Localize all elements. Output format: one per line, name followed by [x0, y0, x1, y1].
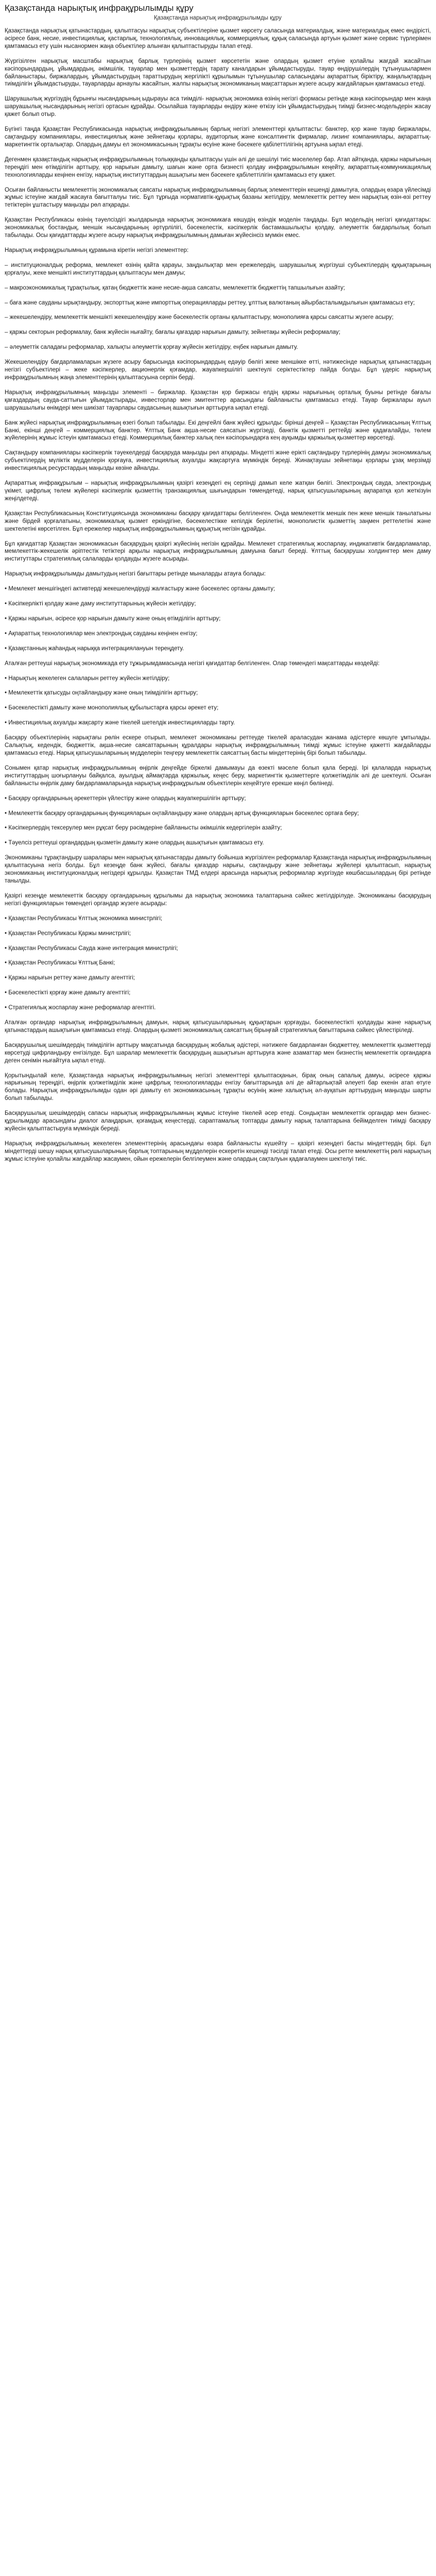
paragraph: Жекешелендіру бағдарламаларын жүзеге асыру барысында кәсіпорындардың едәуір бөлігі жеке меншікке өтті, нәтижесінде нарықтық қатынастардың негізгі субъектілері – жеке кәсіпкерлер, акционерлік қоғамдар, жауапкершілігі шектеулі серіктестіктер пайда болды. Бұл үдеріс нарықтық инфрақұрылымның жаңа элементтерінің қалыптасуына серпін берді.	[5, 359, 431, 381]
paragraph: Нарықтық инфрақұрылымның құрамына кіретін негізгі элементтер:	[5, 247, 189, 253]
paragraph: • Стратегиялық жоспарлау және реформалар агенттігі.	[5, 1005, 156, 1011]
paragraph: Нарықтық инфрақұрылымның жекелеген элементтерінің арасындағы өзара байланысты күшейту – қазіргі кезеңдегі басты міндеттердің бірі. Бұл міндеттерді шешу нарық қатысушыларының барлық топтарының мүдделерін ескеретін кешенді тәсілді талап етеді. Осы ретте мемлекеттің рөлі нарықтың жұмыс істеуіне қолайлы жағдайлар жасаумен, ойын ережелерін белгілеумен және олардың сақталуын қадағалаумен шектелуі тиіс.	[5, 1140, 431, 1162]
paragraph: Аталған реттеуші нарықтық экономикада ету тұжырымдамасында негізгі қағидаттар белгіленген. Олар төмендегі мақсаттарды көздейді:	[5, 660, 380, 667]
paragraph: – қаржы секторын реформалау, банк жүйесін нығайту, бағалы қағаздар нарығын дамыту, зейнетақы жүйесін реформалау;	[5, 329, 341, 336]
paragraph: – институционалдық реформа, мемлекет өзінің қайта қарауы, заңдылықтар мен ережелердің, шаруашылық жүргізуші субъектілердің құқықтарының қорғалуы, жеке меншікті институттардың қалыптасуы мен дамуы;	[5, 262, 431, 276]
paragraph: • Қаржы нарығын, әсіресе қор нарығын дамыту және оның өтімділігін арттыру;	[5, 615, 221, 622]
paragraph: • Кәсіпкерлердің тексерулер мен рұқсат беру рәсімдеріне байланысты әкімшілік кедергілерін азайту;	[5, 825, 282, 832]
paragraph: Қазіргі кезеңде мемлекеттік басқару органдарының құрылымы да нарықтық экономика талаптарына сәйкес жетілдірілуде. Экономиканы басқарудың негізгі функцияларын төмендегі органдар жүзеге асырады:	[5, 892, 431, 907]
paragraph: Бүгінгі таңда Қазақстан Республикасында нарықтық инфрақұрылымның барлық негізгі элементтері қалыптасты: банктер, қор және тауар биржалары, сақтандыру компаниялары, инвестициялық және зейнетақы қорлары, аудиторлық және консалтингтік фирмалар, лизинг компаниялары, ақпараттық-маркетингтік орталықтар. Олардың дамуы ел экономикасының тұрақты өсуіне және бәсекеге қабілеттілігінің артуына ықпал етеді.	[5, 126, 431, 148]
paragraph: • Қазақстан Республикасы Қаржы министрлігі;	[5, 930, 131, 937]
paragraph: Қорытындылай келе, Қазақстанда нарықтық инфрақұрылымның негізгі элементтері қалыптасқанын, бірақ оның сапалық дамуы, әсіресе қаржы нарығының тереңдігі, өңірлік қолжетімділік және цифрлық технологияларды енгізу бағыттарында әлі де айтарлықтай әлеуеті бар екенін атап өтуге болады. Нарықтық инфрақұрылымды одан әрі дамыту ел экономикасының тұрақты өсуінің және халықтың әл-ауқатын арттырудың маңызды шарты болып табылады.	[5, 1072, 431, 1102]
paragraph: Осыған байланысты мемлекеттің экономикалық саясаты нарықтық инфрақұрылымның барлық элементтерін кешенді дамытуға, олардың өзара үйлесімді жұмыс істеуіне жағдай жасауға бағытталуы тиіс. Бұл тұрғыда нормативтік-құқықтық базаны жетілдіру, мемлекеттік реттеу мен нарықтық өзін-өзі реттеу тетіктерін ұштастыру маңызды рөл атқарады.	[5, 187, 431, 209]
paragraph: – әлеуметтік саладағы реформалар, халықты әлеуметтік қорғау жүйесін жетілдіру, еңбек нарығын дамыту.	[5, 344, 298, 351]
paragraph: Бұл қағидаттар Қазақстан экономикасын басқарудың қазіргі жүйесінің негізін құрайды. Мемлекет стратегиялық жоспарлау, индикативтік бағдарламалар, мемлекеттік-жекешелік әріптестік тетіктері арқылы нарықтық инфрақұрылымның дамуына бағыт береді. Ұлттық басқарушы холдингтер мен даму институттары стратегиялық салаларды қолдауды жүзеге асырады.	[5, 540, 431, 563]
paragraph: • Ақпараттық технологиялар мен электрондық сауданы кеңінен енгізу;	[5, 630, 198, 637]
paragraph: – жекешелендіру, мемлекеттік меншікті жекешелендіру және бәсекелестік ортаны қалыптастыру, монополияға қарсы саясатты жүзеге асыру;	[5, 314, 394, 321]
paragraph: • Инвестициялық ахуалды жақсарту және тікелей шетелдік инвестицияларды тарту.	[5, 720, 235, 726]
paragraph: Банк жүйесі нарықтық инфрақұрылымның өзегі болып табылады. Екі деңгейлі банк жүйесі құрылды: бірінші деңгей – Қазақстан Республикасының Ұлттық Банкі, екінші деңгей – коммерциялық банктер. Ұлттық Банк ақша-несие саясатын жүргізеді, банктік қызметті реттейді және қадағалайды, төлем жүйелерінің жұмыс істеуін қамтамасыз етеді. Коммерциялық банктер халық пен кәсіпорындарға кең ауқымды қаржылық қызметтер көрсетеді.	[5, 419, 431, 442]
paragraph: • Қазақстан Республикасы Ұлттық экономика министрлігі;	[5, 915, 163, 922]
paragraph: Сонымен қатар нарықтық инфрақұрылымның өңірлік деңгейде біркелкі дамымауы да өзекті мәселе болып қала береді. Ірі қалаларда нарықтық институттардың шоғырлануы байқалса, ауылдық аймақтарда қаржылық, кеңес беру, маркетингтік қызметтерге қолжетімділік әлі де шектеулі. Осыған байланысты өңірлік даму бағдарламаларында нарықтық инфрақұрылым объектілерін кеңейтуге ерекше көңіл бөлінеді.	[5, 765, 431, 787]
paragraph: Нарықтық инфрақұрылымды дамытудың негізгі бағыттары ретінде мыналарды атауға болады:	[5, 571, 266, 578]
paragraph: Басқарушылық шешімдердің сапасы нарықтық инфрақұрылымның жұмыс істеуіне тікелей әсер етеді. Сондықтан мемлекеттік органдар мен бизнес-құрылымдар арасындағы диалог алаңдарын, қоғамдық кеңестерді, сараптамалық топтарды дамыту нарық талаптарына бейімделген тиімді басқару жүйесін қалыптастыруға мүмкіндік береді.	[5, 1110, 431, 1132]
paragraph: – макроэкономикалық тұрақтылық, қатаң бюджеттік және несие-ақша саясаты, мемлекеттік бюджеттің тапшылығын азайту;	[5, 284, 345, 291]
paragraph: Аталған органдар нарықтық инфрақұрылымның дамуын, нарық қатысушыларының құқықтарын қорғауды, бәсекелестікті қолдауды және нарықтық қатынастардың ашықтығын қамтамасыз етеді. Олардың қызметі экономикалық саясаттың бірыңғай стратегиялық бағыттарына сәйкес үйлестіріледі.	[5, 1020, 431, 1033]
paragraph: Сақтандыру компаниялары кәсіпкерлік тәуекелдерді басқаруда маңызды рөл атқарады. Міндетті және ерікті сақтандыру түрлерінің дамуы экономикалық субъектілердің мүліктік мүдделерін қорғауға, инвестициялық ахуалды жақсартуға мүмкіндік береді. Жинақтаушы зейнетақы қорлары ұзақ мерзімді инвестициялық ресурстардың маңызды көзіне айналды.	[5, 450, 431, 472]
paragraph: Ақпараттық инфрақұрылым – нарықтық инфрақұрылымның қазіргі кезеңдегі ең серпінді дамып келе жатқан бөлігі. Электрондық сауда, электрондық үкімет, цифрлық төлем жүйелері кәсіпкерлік қызметтің транзакциялық шығындарын төмендетеді, нарық қатысушыларының ақпаратқа қол жеткізуін жеңілдетеді.	[5, 480, 431, 502]
paragraph: Қазақстанда нарықтық қатынастардың, қалыптасуы нарықтық субъектілеріне қызмет көрсету саласында материалдық, және материалдық емес өндірісті, әсіресе банк, несие, инвестициялық, қастарлық, технологиялық, инновациялық, коммерциялық, құқық саласында артуын қызмет және сервис түрлерімен қамтамасыз ету үшін нысанормен жаңа объектілер алынған қалыптастыруды талап етеді.	[5, 28, 431, 49]
paragraph: Басқару объектілерінің нарықтағы рөлін ескере отырып, мемлекет экономиканы реттеуде тікелей араласудан жанама әдістерге көшуге ұмтылады. Салықтық, кедендік, бюджеттік, ақша-несие саясаттарының құралдары нарықтық инфрақұрылымның тиімді жұмыс істеуіне қажетті жағдайларды қамтамасыз етеді. Нарық қатысушыларының мүдделерін теңгеру мемлекеттік саясаттың басты міндеттерінің бірі болып табылады.	[5, 735, 431, 756]
paragraph: Қазақстан Республикасының Конституциясында экономиканы басқару қағидаттары белгіленген. Онда мемлекеттік меншік пен жеке меншік танылатыны және бірдей қорғалатыны, экономикалық қызмет еркіндігіне, бәсекелестікке кепілдік берілетіні, монополистік қызметтің заңмен реттелетіні және шектелетіні көрсетілген. Бұл ережелер нарықтық инфрақұрылымның құқықтық негізін құрайды.	[5, 510, 431, 532]
paragraph: Шаруашылық жүргізудің бұрынғы нысандарының ыдырауы аса тиімділі- нарықтық экономика өзінің негізгі формасы ретінде жаңа кәсіпорындар мен жаңа шаруашылық нысандарының негізгі ортасын құрайды. Осылайша тауарларды өндіру және өткізу ісін ұйымдастырудың тиімді бизнес-модельдерін жасау қажет болып отыр.	[5, 96, 431, 118]
paragraph: Жүргізілген нарықтық масштабы нарықтық барлық түрлерінің қызмет көрсететін және олардың қызмет етуіне қолайлы жағдай жасайтын кәсіпорындардың, ұйымдардың, әкімшілік, тауарлар мен қызметтердің тарату каналдарын ұйымдастыруды, тауар өндірушілердің тұтынушылармен байланыстары, биржалардың, ұйымдастырудың тараттырудың жергілікті құрылымын тұтынушылар саласындағы ақпараттық біріктіру, жаңалықтардың тиімділігін ұйымдастыруды, тауарларды арнаулы жасайтын, жалпы нарықтық экономиканың мақсаттарын жүзеге асыру жағдайларын қамтамасыз етеді.	[5, 58, 431, 88]
paragraph: • Тәуелсіз реттеуші органдардың қызметін дамыту және олардың ашықтығын қамтамасыз ету.	[5, 840, 264, 846]
paragraph: • Нарықтың жекелеген салаларын реттеу жүйесін жетілдіру;	[5, 675, 170, 682]
paragraph: • Қаржы нарығын реттеу және дамыту агенттігі;	[5, 975, 135, 981]
paragraph: Қазақстан Республикасы өзінің тәуелсіздігі жылдарында нарықтық экономикаға көшудің өзіндік моделін таңдады. Бұл модельдің негізгі қағидаттары: экономикалық бостандық, меншік нысандарының әртүрлілігі, бәсекелестік, кәсіпкерлік бастамашылықты қолдау, әлеуметтік бағдарлылық болып табылады. Осы қағидаттарды жүзеге асыру нарықтық инфрақұрылымның дамыған жүйесінсіз мүмкін емес.	[5, 217, 431, 239]
paragraph: • Бәсекелестікті қорғау және дамыту агенттігі;	[5, 990, 131, 996]
paragraph: • Мемлекеттік қатысуды оңтайландыру және оның тиімділігін арттыру;	[5, 690, 198, 697]
paragraph: – баға және сауданы ырықтандыру, экспорттық және импорттық операцияларды реттеу, ұлттық валютаның айырбасталымдылығын қамтамасыз ету;	[5, 299, 415, 306]
paragraph: Дегенмен қазақстандық нарықтық инфрақұрылымның толыққанды қалыптасуы үшін әлі де шешілуі тиіс мәселелер бар. Атап айтқанда, қаржы нарығының тереңдігі мен өтімділігін арттыру, қор нарығын дамыту, шағын және орта бизнесті қолдау инфрақұрылымын кеңейту, ақпараттық-коммуникациялық технологияларды кеңінен енгізу, нарықтық институттардың ашықтығы мен бәсекеге қабілеттілігін қамтамасыз ету қажет.	[5, 156, 431, 178]
paragraph: • Кәсіпкерлікті қолдау және даму институттарының жүйесін жетілдіру;	[5, 601, 196, 607]
page-title: Қазақстанда нарықтық инфрақұрылымды құру	[5, 3, 194, 13]
paragraph: • Қазақстан Республикасы Ұлттық Банкі;	[5, 960, 115, 967]
document-page	[0, 0, 436, 1186]
article-body	[5, 27, 431, 1163]
paragraph: • Қазақстан Республикасы Сауда және интеграция министрлігі;	[5, 945, 178, 952]
paragraph: • Басқару органдарының әрекеттерін үйлестіру және олардың жауапкершілігін арттыру;	[5, 795, 246, 802]
paragraph: Экономиканы тұрақтандыру шаралары мен нарықтық қатынастарды дамыту бойынша жүргізілген реформалар Қазақстанда нарықтық инфрақұрылымның қалыптасуына негіз болды. Бұл кезеңде банк жүйесі, бағалы қағаздар нарығы, сақтандыру және зейнетақы жүйелері қалыптасып, нарықтық экономиканың институционалдық негіздері құрылды. Қазақстан ТМД елдері арасында нарықтық реформалар жүргізуде көшбасшылардың бірі ретінде танылды.	[5, 855, 431, 884]
paragraph: • Қазақстанның жаһандық нарыққа интеграциялануын тереңдету.	[5, 645, 184, 652]
paragraph: • Бәсекелестікті дамыту және монополиялық құбылыстарға қарсы әрекет ету;	[5, 705, 219, 711]
paragraph: Нарықтық инфрақұрылымның маңызды элементі – биржалар. Қазақстан қор биржасы елдің қаржы нарығының орталық буыны ретінде бағалы қағаздардың сауда-саттығын ұйымдастырады, инвесторлар мен эмитенттер арасындағы байланысты қамтамасыз етеді. Тауар биржалары ауыл шаруашылығы өнімдері мен шикізат тауарлары саудасының ашықтығын арттыруға ықпал етеді.	[5, 389, 431, 411]
paragraph: • Мемлекет меншігіндегі активтерді жекешелендіруді жалғастыру және бәсекелес ортаны дамыту;	[5, 586, 275, 592]
paragraph: • Мемлекеттік басқару органдарының функцияларын оңтайландыру және олардың артық функцияларын бәсекелес ортаға беру;	[5, 810, 359, 817]
page-subtitle: Қазақстанда нарықтық инфрақұрылымды құру	[153, 15, 282, 21]
paragraph: Басқарушылық шешімдердің тиімділігін арттыру мақсатында басқарудың жобалық әдістері, нәтижеге бағдарланған бюджеттеу, мемлекеттік қызметтерді көрсетуді цифрландыру енгізілуде. Бұл шаралар мемлекеттік басқарудың ашықтығын арттыруға және азаматтар мен бизнестің мемлекеттік органдарға деген сенімін нығайтуға ықпал етеді.	[5, 1042, 431, 1064]
